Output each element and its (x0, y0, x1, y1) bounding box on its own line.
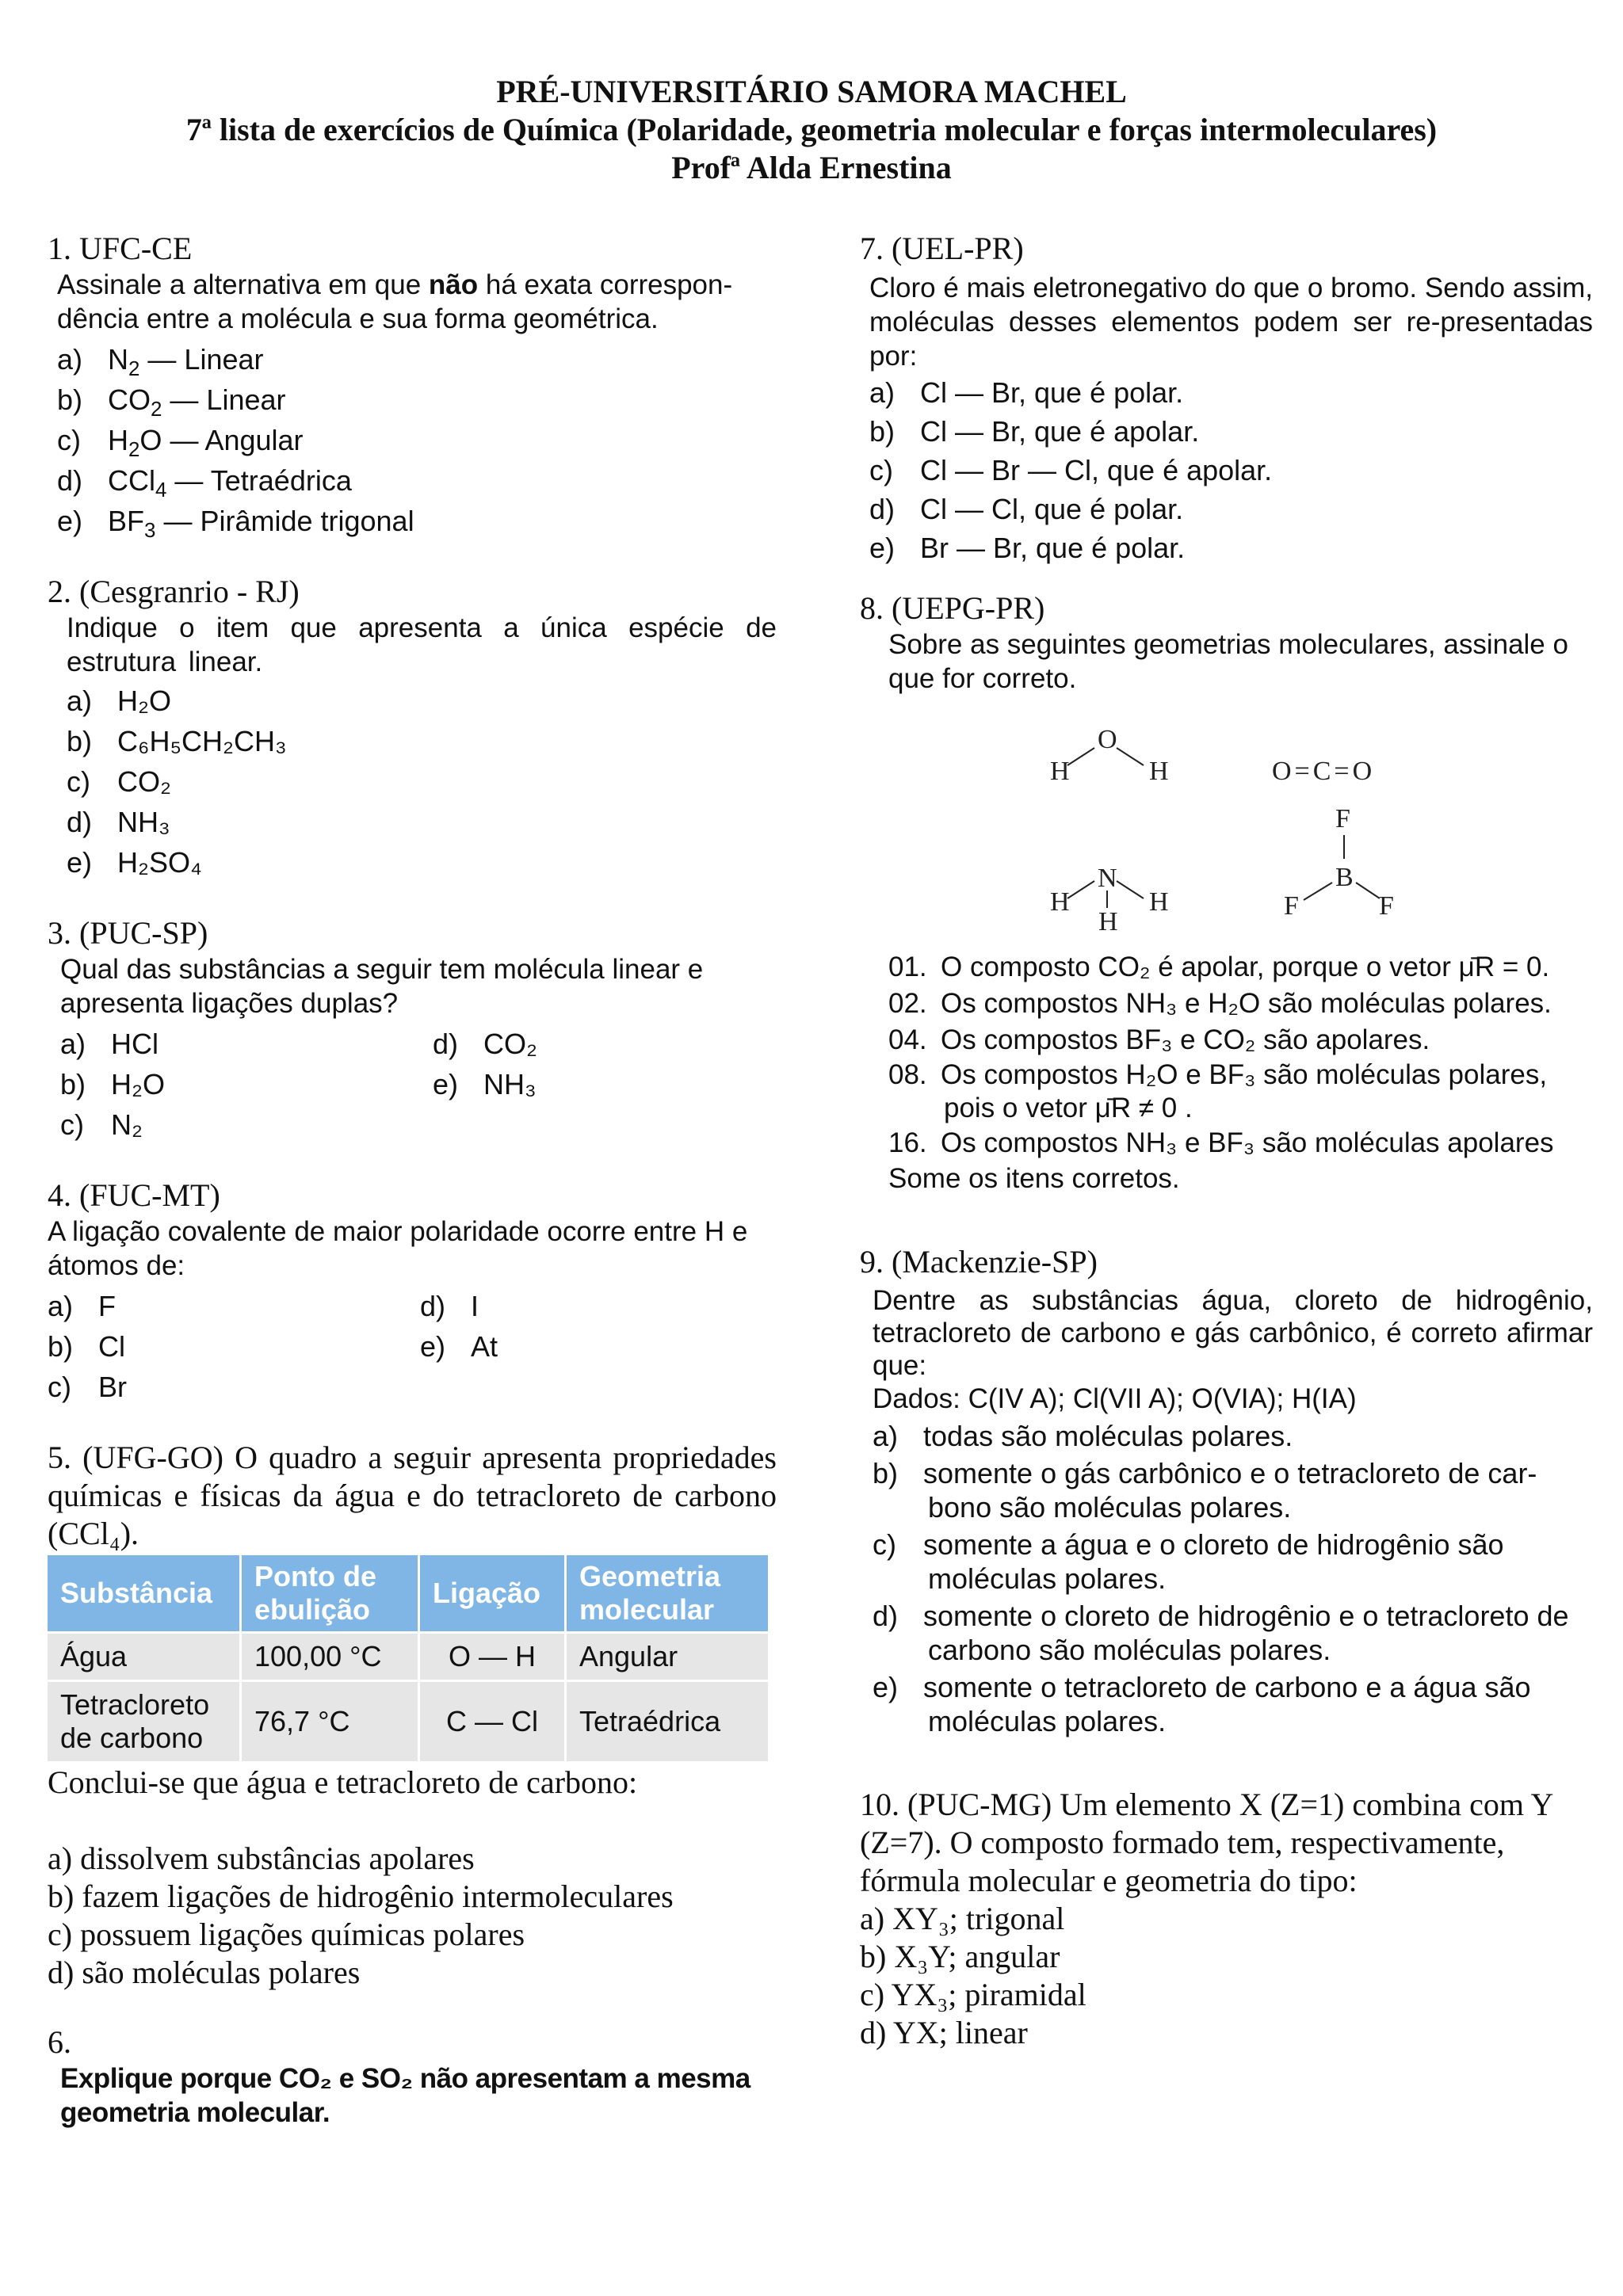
school-title: PRÉ-UNIVERSITÁRIO SAMORA MACHEL (496, 74, 1127, 109)
option-letter: b) (60, 1068, 86, 1100)
option-text: HCl (111, 1028, 158, 1060)
formula-subscript: 2 (151, 398, 162, 421)
option-item[interactable] (433, 1064, 773, 1104)
option-item[interactable]: a) XY₃; trigonal (860, 1901, 1065, 1936)
option-item[interactable] (873, 1456, 1593, 1524)
table-row (48, 1634, 768, 1680)
option-text: Cl (98, 1330, 125, 1363)
option-item[interactable] (869, 490, 1593, 528)
question-7-text: Cloro é mais eletronegativo do que o bromo. Sendo assim, moléculas desses elementos podem ser re-presentadas por: (869, 273, 1593, 372)
question-1-heading: 1. UFC-CE (48, 231, 193, 266)
option-item[interactable] (869, 451, 1593, 490)
table-header: Geometria molecular (567, 1555, 768, 1631)
formula-subscript: 4 (155, 479, 167, 502)
bf3-b-atom: B (1335, 863, 1354, 892)
option-item[interactable] (60, 1024, 433, 1064)
option-letter: d) (67, 806, 93, 838)
bf3-bond-left (1304, 883, 1332, 900)
option-item[interactable] (48, 1326, 420, 1367)
question-3-heading: 3. (PUC-SP) (48, 915, 208, 951)
table-cell: Tetraédrica (567, 1682, 768, 1761)
option-item[interactable] (67, 721, 777, 761)
question-5-conclusion: Conclui-se que água e tetracloreto de carbono: (48, 1764, 638, 1800)
sum-number: 04. (888, 1024, 927, 1055)
question-6-text: Explique porque CO₂ e SO₂ não apresentam a mesma geometria molecular. (60, 2063, 750, 2128)
option-text: NH₃ (483, 1068, 537, 1100)
formula: N (108, 343, 128, 376)
nh3-h2-atom: H (1149, 887, 1169, 917)
question-1-text-emph: não (428, 269, 479, 300)
question-6 (48, 2023, 777, 2130)
option-letter: e) (57, 505, 83, 537)
option-letter: a) (48, 1290, 74, 1322)
option-letter: d) (869, 493, 896, 525)
question-4-heading: 4. (FUC-MT) (48, 1177, 220, 1213)
question-5-intro: 5. (UFG-GO) O quadro a seguir apresenta propriedades químicas e físicas da água e do tetracloreto de carbono (CCl₄). (48, 1440, 777, 1551)
option-item[interactable] (869, 528, 1593, 567)
option-letter: b) (67, 725, 93, 757)
option-item[interactable]: c) YX₃; piramidal (860, 1977, 1086, 2012)
water-h1-atom: H (1050, 757, 1070, 786)
water-bond-right (1117, 748, 1144, 765)
table-cell: 100,00 °C (242, 1634, 418, 1680)
molecular-structures-figure (860, 700, 1593, 938)
option-item[interactable]: d) YX; linear (860, 2015, 1028, 2050)
option-item[interactable] (873, 1670, 1593, 1738)
page-header (0, 73, 1623, 187)
option-item[interactable] (48, 1286, 420, 1326)
water-h2-atom: H (1149, 757, 1169, 786)
option-item[interactable]: b) fazem ligações de hidrogênio intermoleculares (48, 1878, 674, 1914)
option-letter: b) (48, 1330, 74, 1363)
nh3-bond-right (1117, 881, 1144, 898)
option-letter: b) (57, 383, 83, 416)
bf3-f-left-atom: F (1284, 891, 1299, 921)
option-desc: — Tetraédrica (166, 464, 352, 497)
option-desc: — Pirâmide trigonal (155, 505, 414, 537)
formula: CCl (108, 464, 155, 497)
option-text: Br (98, 1371, 127, 1403)
question-1 (48, 230, 777, 541)
sum-item[interactable] (888, 1058, 1593, 1125)
option-text: H₂SO₄ (117, 846, 202, 879)
question-2-text: Indique o item que apresenta a única espécie de estrutura linear. (67, 612, 777, 677)
formula-subscript: 2 (128, 438, 140, 461)
option-text: NH₃ (117, 806, 170, 838)
table-cell: C — Cl (420, 1682, 564, 1761)
option-text: todas são moléculas polares. (923, 1420, 1293, 1452)
option-text: somente o cloreto de hidrogênio e o tetracloreto de carbono são moléculas polares. (923, 1600, 1569, 1666)
option-letter: c) (48, 1371, 71, 1403)
question-9-data: Dados: C(IV A); Cl(VII A); O(VIA); H(IA) (873, 1383, 1357, 1414)
option-letter: c) (67, 765, 90, 798)
table-cell: Tetracloreto de carbono (48, 1682, 239, 1761)
question-10-text: 10. (PUC-MG) Um elemento X (Z=1) combina com Y (Z=7). O composto formado tem, respectivamente, fórmula molecular e geometria do tipo: (860, 1787, 1552, 1898)
option-text: Cl — Br — Cl, que é apolar. (920, 454, 1273, 486)
option-letter: d) (57, 464, 83, 497)
option-letter: a) (57, 343, 83, 376)
water-o-atom: O (1098, 725, 1117, 754)
sum-number: 02. (888, 988, 927, 1019)
option-item[interactable] (873, 1527, 1593, 1596)
formula: H (108, 424, 128, 456)
question-8-text: Sobre as seguintes geometrias moleculares, assinale o que for correto. (888, 629, 1568, 694)
sum-item[interactable] (888, 986, 1593, 1022)
option-text: Cl — Cl, que é polar. (920, 493, 1184, 525)
question-1-text-c: há exata correspon-dência entre a molécula e sua forma geométrica. (57, 269, 733, 334)
question-9 (860, 1243, 1593, 1738)
option-text: At (471, 1330, 498, 1363)
option-letter: e) (67, 846, 93, 879)
nh3-n-atom: N (1098, 864, 1117, 893)
option-item[interactable] (57, 339, 777, 379)
option-item[interactable] (420, 1286, 761, 1326)
properties-table (45, 1553, 770, 1764)
table-header: Substância (48, 1555, 239, 1631)
option-item[interactable] (869, 373, 1593, 412)
formula: CO (108, 383, 151, 416)
option-item[interactable] (60, 1104, 433, 1145)
bf3-bond-right (1356, 883, 1380, 898)
question-9-text: Dentre as substâncias água, cloreto de hidrogênio, tetracloreto de carbono e gás carbônico, é correto afirmar que: (873, 1285, 1593, 1381)
option-item[interactable] (48, 1367, 420, 1407)
option-letter: d) (873, 1600, 899, 1632)
question-8-heading: 8. (UEPG-PR) (860, 590, 1045, 626)
right-column (860, 230, 1593, 2084)
option-item[interactable] (420, 1326, 761, 1367)
table-cell: Água (48, 1634, 239, 1680)
question-10 (860, 1786, 1593, 2052)
option-item[interactable]: c) possuem ligações químicas polares (48, 1917, 525, 1952)
option-item[interactable] (873, 1599, 1593, 1667)
option-text: CO₂ (117, 765, 171, 798)
option-desc: — Linear (139, 343, 264, 376)
teacher-name: Profª Alda Ernestina (671, 150, 952, 185)
question-3 (48, 914, 777, 1145)
option-text: F (98, 1290, 116, 1322)
option-letter: e) (869, 532, 896, 564)
option-item[interactable] (433, 1024, 773, 1064)
option-item[interactable] (67, 802, 777, 842)
option-item[interactable] (869, 412, 1593, 451)
question-5 (48, 1439, 777, 1992)
sum-item[interactable] (888, 1022, 1593, 1058)
nh3-h3-atom: H (1098, 907, 1118, 936)
option-item[interactable] (57, 420, 777, 460)
formula-subscript: 2 (128, 357, 140, 380)
sum-number: 08. (888, 1059, 927, 1090)
sum-number: 01. (888, 952, 927, 982)
question-3-text: Qual das substâncias a seguir tem molécula linear e apresenta ligações duplas? (60, 954, 704, 1019)
sum-text: Os compostos H₂O e BF₃ são moléculas polares, pois o vetor μ̄R ≠ 0 . (941, 1059, 1548, 1123)
formula-tail: O (139, 424, 162, 456)
option-text: I (471, 1290, 479, 1322)
table-row (48, 1682, 768, 1761)
option-text: Cl — Br, que é apolar. (920, 415, 1200, 448)
sum-item[interactable] (888, 949, 1593, 986)
option-text: Br — Br, que é polar. (920, 532, 1186, 564)
option-letter: d) (433, 1028, 459, 1060)
question-8 (860, 589, 1593, 1196)
option-text: CO₂ (483, 1028, 537, 1060)
option-desc: — Linear (162, 383, 286, 416)
co2-structure: O=C=O (1272, 757, 1376, 786)
question-6-heading: 6. (48, 2024, 71, 2060)
question-2-heading: 2. (Cesgranrio - RJ) (48, 574, 300, 609)
option-item[interactable] (67, 761, 777, 802)
question-1-text-a: Assinale a alternativa em que (57, 269, 429, 300)
option-text: Cl — Br, que é polar. (920, 376, 1184, 409)
question-9-heading: 9. (Mackenzie-SP) (860, 1244, 1098, 1280)
question-4-text: A ligação covalente de maior polaridade ocorre entre H e átomos de: (48, 1216, 748, 1281)
option-letter: a) (869, 376, 896, 409)
option-text: somente o tetracloreto de carbono e a água são moléculas polares. (923, 1671, 1531, 1737)
table-cell: O — H (420, 1634, 564, 1680)
sum-text: O composto CO₂ é apolar, porque o vetor μ̄R = 0. (941, 952, 1550, 982)
option-letter: d) (420, 1290, 446, 1322)
option-item[interactable] (57, 460, 777, 501)
sum-text: Os compostos BF₃ e CO₂ são apolares. (941, 1024, 1430, 1055)
question-7 (860, 230, 1593, 567)
option-item[interactable] (873, 1419, 1593, 1453)
nh3-h1-atom: H (1050, 887, 1070, 917)
left-column (48, 230, 777, 2161)
option-item[interactable]: a) dissolvem substâncias apolares (48, 1840, 475, 1876)
option-desc: — Angular (162, 424, 304, 456)
sum-number: 16. (888, 1127, 927, 1158)
option-item[interactable]: d) são moléculas polares (48, 1955, 361, 1990)
option-letter: c) (60, 1108, 84, 1141)
table-header: Ligação (420, 1555, 564, 1631)
list-subtitle: 7ª lista de exercícios de Química (Polaridade, geometria molecular e forças intermoleculares) (185, 112, 1438, 147)
option-text: C₆H₅CH₂CH₃ (117, 725, 287, 757)
option-letter: e) (873, 1671, 899, 1703)
table-cell: 76,7 °C (242, 1682, 418, 1761)
table-header: Ponto de ebulição (242, 1555, 418, 1631)
option-letter: a) (873, 1420, 899, 1452)
option-letter: a) (60, 1028, 86, 1060)
option-letter: e) (433, 1068, 459, 1100)
formula: BF (108, 505, 145, 537)
option-item[interactable] (57, 379, 777, 420)
option-text: somente o gás carbônico e o tetracloreto de car-bono são moléculas polares. (923, 1457, 1537, 1524)
option-text: H₂O (117, 685, 171, 717)
sum-text: Os compostos NH₃ e H₂O são moléculas polares. (941, 988, 1552, 1019)
option-letter: a) (67, 685, 93, 717)
option-item[interactable] (67, 681, 777, 721)
option-text: H₂O (111, 1068, 165, 1100)
option-letter: c) (57, 424, 81, 456)
sum-footer: Some os itens corretos. (888, 1163, 1180, 1194)
table-cell: Angular (567, 1634, 768, 1680)
option-text: somente a água e o cloreto de hidrogênio são moléculas polares. (923, 1528, 1504, 1595)
option-letter: b) (869, 415, 896, 448)
bf3-f-right-atom: F (1379, 891, 1394, 921)
bf3-f-top-atom: F (1335, 804, 1350, 833)
formula-subscript: 3 (144, 519, 156, 542)
sum-item[interactable] (888, 1125, 1593, 1161)
question-2 (48, 573, 777, 883)
question-4 (48, 1177, 777, 1407)
nh3-bond-left (1067, 881, 1094, 898)
sum-text: Os compostos NH₃ e BF₃ são moléculas apolares (941, 1127, 1554, 1158)
option-letter: b) (873, 1457, 899, 1489)
option-text: N₂ (111, 1108, 143, 1141)
question-1-text (48, 268, 777, 336)
option-item[interactable] (60, 1064, 433, 1104)
option-letter: c) (873, 1528, 896, 1561)
option-letter: e) (420, 1330, 446, 1363)
water-bond-left (1067, 748, 1094, 765)
option-item[interactable] (57, 501, 777, 541)
option-item[interactable] (67, 842, 777, 883)
option-item[interactable]: b) X₃Y; angular (860, 1939, 1060, 1974)
option-letter: c) (869, 454, 893, 486)
question-7-heading: 7. (UEL-PR) (860, 231, 1024, 266)
